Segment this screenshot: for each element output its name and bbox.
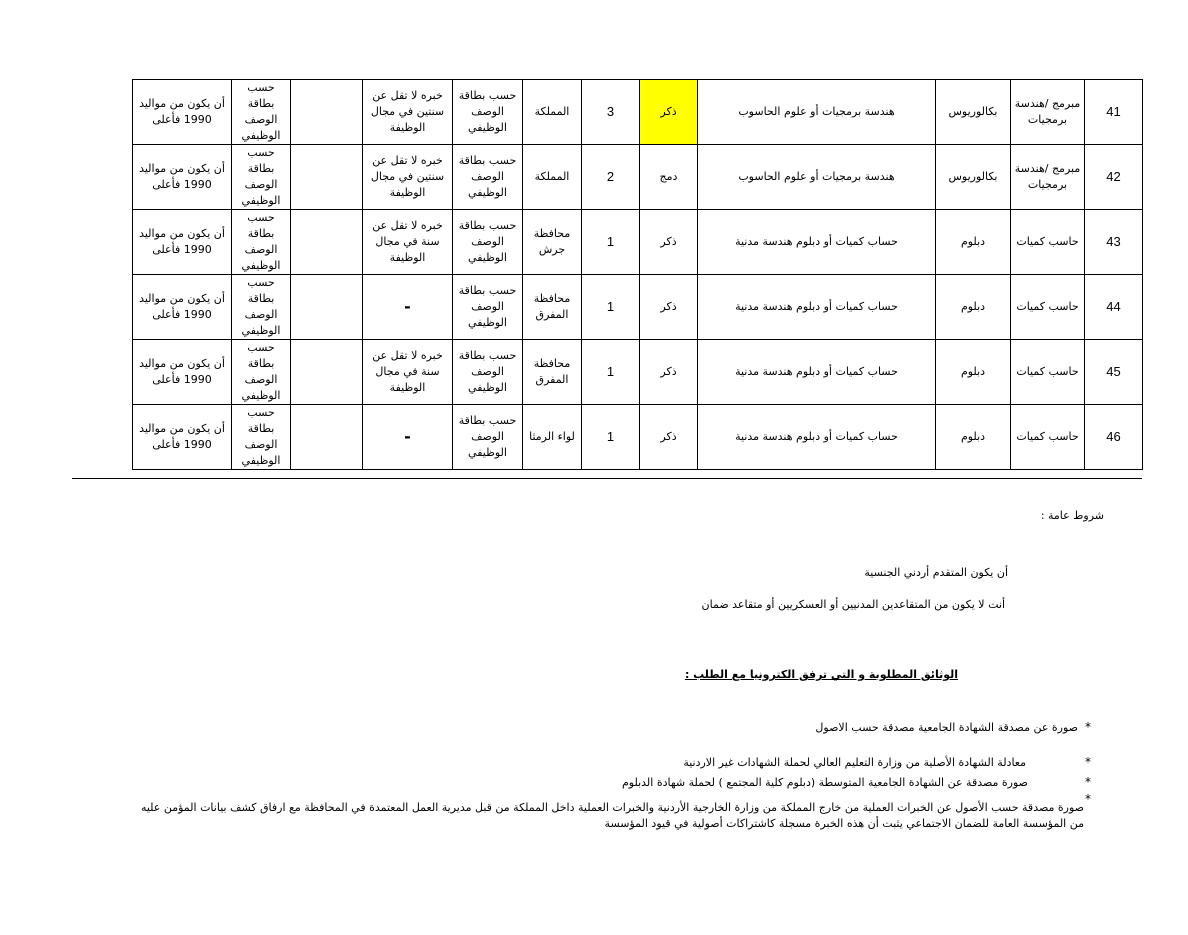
degree-cell: دبلوم	[936, 340, 1011, 405]
vacancy-count-cell: 1	[582, 275, 640, 340]
vacancy-count-cell: 1	[582, 210, 640, 275]
row-number-cell: 44	[1085, 275, 1143, 340]
age-requirement-cell: أن يكون من مواليد 1990 فأعلى	[133, 340, 232, 405]
gender-cell: ذكر	[640, 80, 698, 145]
location-cell: المملكة	[523, 145, 582, 210]
gender-cell: ذكر	[640, 275, 698, 340]
job-description-cell: حسب بطاقة الوصف الوظيفي	[453, 80, 523, 145]
document-item-3: صورة مصدقة عن الشهادة الجامعية المتوسطة (دبلوم كلية المجتمع ) لحملة شهادة الدبلوم	[621, 776, 1028, 789]
bullet: *	[1085, 792, 1091, 806]
job-description-cell: حسب بطاقة الوصف الوظيفي	[453, 145, 523, 210]
job-card-requirement-cell: حسب بطاقة الوصف الوظيفي	[232, 145, 291, 210]
job-description-cell: حسب بطاقة الوصف الوظيفي	[453, 210, 523, 275]
vacancy-count-cell: 1	[582, 405, 640, 470]
bullet: *	[1085, 775, 1091, 789]
degree-cell: بكالوريوس	[936, 80, 1011, 145]
location-cell: محافظة المفرق	[523, 275, 582, 340]
degree-cell: دبلوم	[936, 210, 1011, 275]
job-card-requirement-cell: حسب بطاقة الوصف الوظيفي	[232, 405, 291, 470]
job-title-cell: مبرمج /هندسة برمجيات	[1011, 80, 1085, 145]
experience-requirement-cell: خبره لا تقل عن سنتين في مجال الوظيفة	[363, 80, 453, 145]
empty-cell-cell	[291, 405, 363, 470]
age-requirement-cell: أن يكون من مواليد 1990 فأعلى	[133, 275, 232, 340]
documents-title: الوثائق المطلوبة و التي ترفق الكترونيا مع الطلب :	[684, 668, 958, 681]
age-requirement-cell: أن يكون من مواليد 1990 فأعلى	[133, 405, 232, 470]
job-card-requirement-cell: حسب بطاقة الوصف الوظيفي	[232, 210, 291, 275]
job-description-cell: حسب بطاقة الوصف الوظيفي	[453, 340, 523, 405]
specialization-cell: حساب كميات أو دبلوم هندسة مدنية	[698, 405, 936, 470]
job-description-cell: حسب بطاقة الوصف الوظيفي	[453, 275, 523, 340]
job-card-requirement-cell: حسب بطاقة الوصف الوظيفي	[232, 340, 291, 405]
row-number-cell: 45	[1085, 340, 1143, 405]
bullet: *	[1085, 755, 1091, 769]
location-cell: لواء الرمثا	[523, 405, 582, 470]
table-row	[133, 275, 1143, 340]
job-title-cell: حاسب كميات	[1011, 405, 1085, 470]
gender-cell: ذكر	[640, 340, 698, 405]
gender-cell: ذكر	[640, 210, 698, 275]
document-item-4: صورة مصدقة حسب الأصول عن الخبرات العملية من خارج المملكة من وزارة الخارجية الأردنية والخبرات العملية داخل المملكة من قبل مديرية العمل المعتمدة في المحافظة مع ارفاق كشف بيانات المؤمن عليه من المؤسسة العامة للضمان الاجتماعي يثبت أن هذه الخبرة مسجلة كاشتراكات أصولية في قيود المؤسسة	[140, 801, 1084, 830]
empty-cell-cell	[291, 210, 363, 275]
table-row	[133, 80, 1143, 145]
age-requirement-cell: أن يكون من مواليد 1990 فأعلى	[133, 145, 232, 210]
job-title-cell: حاسب كميات	[1011, 275, 1085, 340]
specialization-cell: حساب كميات أو دبلوم هندسة مدنية	[698, 340, 936, 405]
vacancies-table	[132, 79, 1143, 470]
experience-requirement-cell: خبره لا تقل عن سنتين في مجال الوظيفة	[363, 145, 453, 210]
experience-requirement-cell: -	[363, 405, 453, 470]
empty-cell-cell	[291, 275, 363, 340]
empty-cell-cell	[291, 340, 363, 405]
age-requirement-cell: أن يكون من مواليد 1990 فأعلى	[133, 210, 232, 275]
table-row	[133, 340, 1143, 405]
empty-cell-cell	[291, 80, 363, 145]
degree-cell: دبلوم	[936, 275, 1011, 340]
table-row	[133, 210, 1143, 275]
job-card-requirement-cell: حسب بطاقة الوصف الوظيفي	[232, 275, 291, 340]
specialization-cell: هندسة برمجيات أو علوم الحاسوب	[698, 145, 936, 210]
location-cell: المملكة	[523, 80, 582, 145]
row-number-cell: 43	[1085, 210, 1143, 275]
table-row	[133, 405, 1143, 470]
experience-requirement-cell: -	[363, 275, 453, 340]
specialization-cell: هندسة برمجيات أو علوم الحاسوب	[698, 80, 936, 145]
gender-cell: دمج	[640, 145, 698, 210]
job-title-cell: مبرمج /هندسة برمجيات	[1011, 145, 1085, 210]
table-row	[133, 145, 1143, 210]
document-item-2: معادلة الشهادة الأصلية من وزارة التعليم العالي لحملة الشهادات غير الاردنية	[683, 756, 1026, 769]
job-title-cell: حاسب كميات	[1011, 340, 1085, 405]
vacancy-count-cell: 1	[582, 340, 640, 405]
empty-cell-cell	[291, 145, 363, 210]
gender-cell: ذكر	[640, 405, 698, 470]
vacancy-count-cell: 2	[582, 145, 640, 210]
row-number-cell: 46	[1085, 405, 1143, 470]
degree-cell: بكالوريوس	[936, 145, 1011, 210]
location-cell: محافظة المفرق	[523, 340, 582, 405]
job-description-cell: حسب بطاقة الوصف الوظيفي	[453, 405, 523, 470]
age-requirement-cell: أن يكون من مواليد 1990 فأعلى	[133, 80, 232, 145]
experience-requirement-cell: خبره لا تقل عن سنة في مجال الوظيفة	[363, 340, 453, 405]
degree-cell: دبلوم	[936, 405, 1011, 470]
condition-not-retired: أنت لا يكون من المتقاعدين المدنيين أو العسكريين أو متقاعد ضمان	[701, 598, 1005, 611]
row-number-cell: 41	[1085, 80, 1143, 145]
job-card-requirement-cell: حسب بطاقة الوصف الوظيفي	[232, 80, 291, 145]
bullet: *	[1085, 720, 1091, 734]
row-number-cell: 42	[1085, 145, 1143, 210]
document-item-1: صورة عن مصدقة الشهادة الجامعية مصدقة حسب الاصول	[815, 721, 1078, 734]
specialization-cell: حساب كميات أو دبلوم هندسة مدنية	[698, 210, 936, 275]
condition-nationality: أن يكون المتقدم أردني الجنسية	[864, 566, 1008, 579]
table-bottom-rule	[72, 478, 1142, 479]
vacancy-count-cell: 3	[582, 80, 640, 145]
specialization-cell: حساب كميات أو دبلوم هندسة مدنية	[698, 275, 936, 340]
general-conditions-title: شروط عامة :	[1040, 509, 1104, 522]
location-cell: محافظة جرش	[523, 210, 582, 275]
experience-requirement-cell: خبره لا تقل عن سنة في مجال الوظيفة	[363, 210, 453, 275]
job-title-cell: حاسب كميات	[1011, 210, 1085, 275]
